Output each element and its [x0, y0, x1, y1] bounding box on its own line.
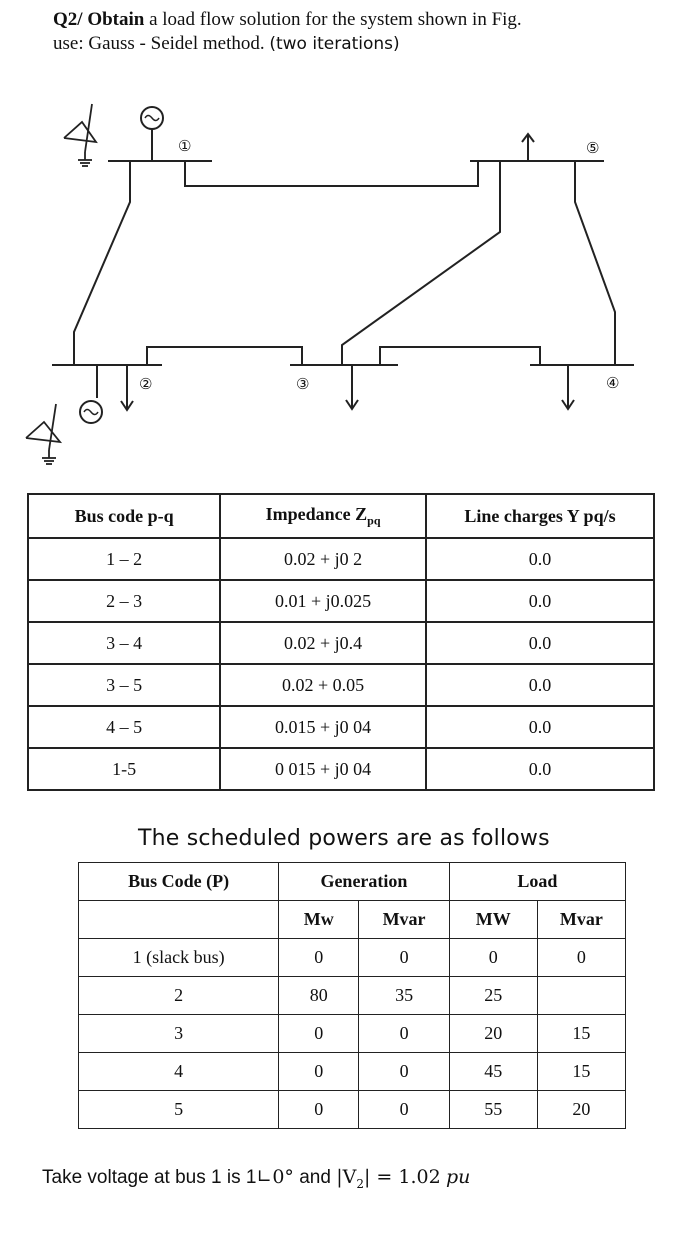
cell-charge: 0.0: [426, 622, 654, 664]
cell-load-mvar: 15: [537, 1015, 625, 1053]
cell-load-mvar: 15: [537, 1053, 625, 1091]
earth-symbol-1: [64, 104, 96, 166]
bus-3-label: ③: [296, 375, 310, 393]
cell-bus: 4 – 5: [28, 706, 220, 748]
earth-symbol-2: [26, 404, 60, 464]
cell-gen-mw: 0: [279, 1053, 359, 1091]
header-impedance: Impedance $Z_{pq}$: [220, 494, 426, 538]
voltage-angle: 0°: [272, 1166, 294, 1188]
cell-bus: 3 – 5: [28, 664, 220, 706]
v2-magnitude-value: | = 1.02: [363, 1166, 441, 1188]
bus-5-label: ⑤: [586, 139, 600, 157]
cell-load-mw: 0: [449, 939, 537, 977]
cell-bus: 2 – 3: [28, 580, 220, 622]
header-gen-mvar: Mvar: [359, 901, 449, 939]
voltage-note-and: and: [299, 1167, 331, 1188]
line-data-table: [27, 493, 655, 791]
question-iterations: (two iterations): [269, 34, 400, 54]
header-load: Load: [449, 863, 625, 901]
power-table-subheader: [79, 901, 626, 939]
voltage-note-text: Take voltage at bus 1 is 1: [42, 1167, 257, 1188]
scheduled-power-table: [78, 862, 626, 1129]
cell-gen-mvar: 0: [359, 1053, 449, 1091]
cell-impedance: 0.02 + j0 2: [220, 538, 426, 580]
table-row: [28, 538, 654, 580]
cell-gen-mw: 80: [279, 977, 359, 1015]
header-bus-code: Bus code p-q: [28, 494, 220, 538]
power-system-diagram: [0, 92, 688, 482]
cell-gen-mvar: 0: [359, 939, 449, 977]
bus-2-label: ②: [139, 375, 153, 393]
cell-load-mw: 55: [449, 1091, 537, 1129]
question-label: Q2/: [53, 9, 83, 30]
cell-gen-mvar: 35: [359, 977, 449, 1015]
header-line-charges: Line charges Y pq/s: [426, 494, 654, 538]
cell-impedance: 0.015 + j0 04: [220, 706, 426, 748]
cell-charge: 0.0: [426, 580, 654, 622]
table-row: [79, 939, 626, 977]
cell-impedance: 0 015 + j0 04: [220, 748, 426, 790]
cell-load-mvar: 0: [537, 939, 625, 977]
v2-magnitude-open: |V: [336, 1166, 357, 1188]
cell-impedance: 0.02 + 0.05: [220, 664, 426, 706]
question-verb: Obtain: [87, 9, 145, 30]
cell-charge: 0.0: [426, 664, 654, 706]
question-method: use: Gauss - Seidel method.: [53, 33, 265, 54]
cell-load-mw: 25: [449, 977, 537, 1015]
cell-bus: 5: [79, 1091, 279, 1129]
v2-subscript: 2: [356, 1176, 364, 1191]
cell-charge: 0.0: [426, 538, 654, 580]
table-row: [28, 580, 654, 622]
cell-bus: 4: [79, 1053, 279, 1091]
voltage-note: [42, 1166, 470, 1191]
cell-bus: 1-5: [28, 748, 220, 790]
cell-load-mvar: 20: [537, 1091, 625, 1129]
line-5-4: [575, 161, 615, 365]
header-gen-mw: Mw: [279, 901, 359, 939]
table-row: [28, 622, 654, 664]
power-table-header: [79, 863, 626, 901]
cell-impedance: 0.02 + j0.4: [220, 622, 426, 664]
question-text: [53, 8, 673, 56]
line-5-3: [342, 161, 500, 365]
cell-gen-mw: 0: [279, 1091, 359, 1129]
cell-load-mvar: [537, 977, 625, 1015]
header-empty: [79, 901, 279, 939]
cell-gen-mw: 0: [279, 1015, 359, 1053]
cell-load-mw: 45: [449, 1053, 537, 1091]
cell-impedance: 0.01 + j0.025: [220, 580, 426, 622]
header-load-mw: MW: [449, 901, 537, 939]
question-line-2: [53, 32, 673, 56]
header-generation: Generation: [279, 863, 450, 901]
line-2-3: [147, 347, 302, 365]
table-row: [28, 706, 654, 748]
cell-bus: 1 (slack bus): [79, 939, 279, 977]
table-row: [79, 1015, 626, 1053]
cell-charge: 0.0: [426, 706, 654, 748]
cell-bus: 3 – 4: [28, 622, 220, 664]
cell-load-mw: 20: [449, 1015, 537, 1053]
cell-bus: 3: [79, 1015, 279, 1053]
bus-1-label: ①: [178, 137, 192, 155]
bus-4-label: ④: [606, 374, 620, 392]
angle-symbol-icon: ∟: [256, 1166, 273, 1188]
line-table-header: [28, 494, 654, 538]
question-line-1: [53, 8, 673, 32]
table-row: [79, 977, 626, 1015]
line-1-5: [185, 161, 478, 186]
cell-gen-mvar: 0: [359, 1091, 449, 1129]
scheduled-powers-caption: The scheduled powers are as follows: [138, 826, 550, 851]
cell-bus: 2: [79, 977, 279, 1015]
table-row: [28, 748, 654, 790]
table-row: [79, 1091, 626, 1129]
cell-gen-mw: 0: [279, 939, 359, 977]
table-row: [28, 664, 654, 706]
v2-unit: pu: [445, 1166, 471, 1188]
line-3-4: [380, 347, 540, 365]
table-row: [79, 1053, 626, 1091]
question-rest: a load flow solution for the system shown in Fig.: [149, 9, 522, 30]
line-1-2: [74, 161, 130, 365]
cell-bus: 1 – 2: [28, 538, 220, 580]
cell-charge: 0.0: [426, 748, 654, 790]
cell-gen-mvar: 0: [359, 1015, 449, 1053]
header-bus-code-p: Bus Code (P): [79, 863, 279, 901]
header-load-mvar: Mvar: [537, 901, 625, 939]
